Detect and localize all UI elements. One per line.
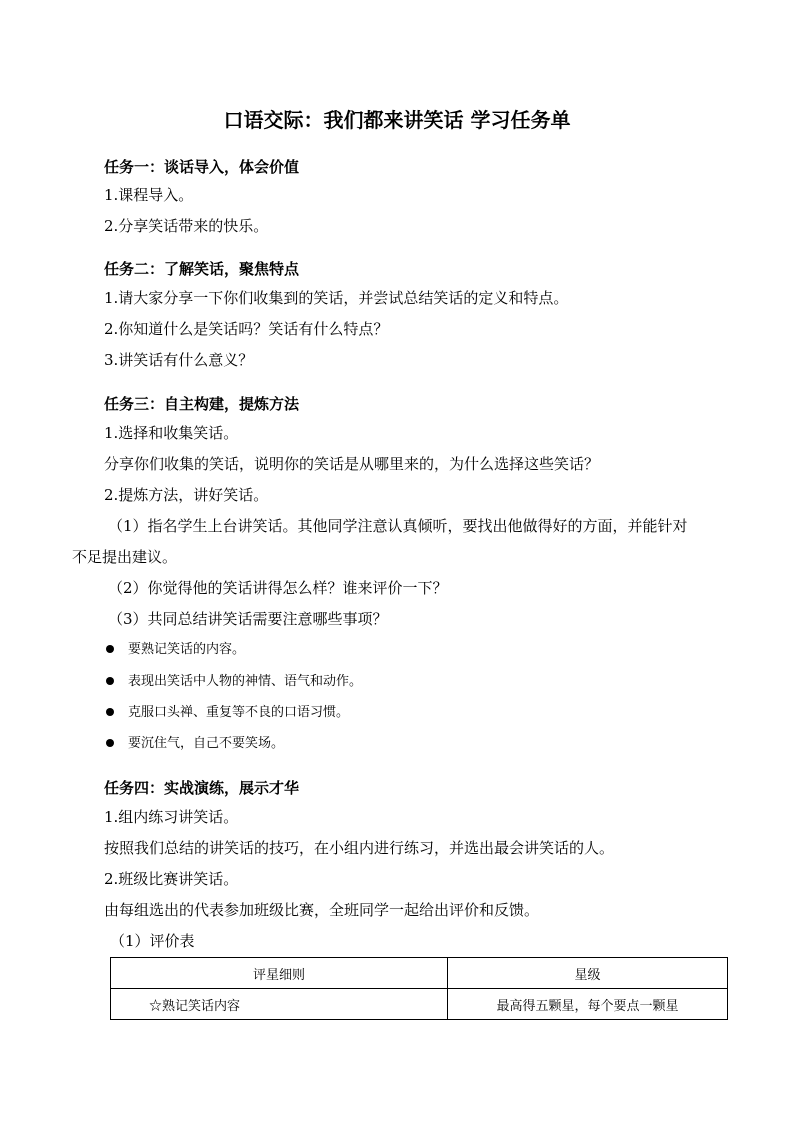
- task2-heading: 任务二：了解笑话，聚焦特点: [104, 260, 300, 278]
- bullet-item: 要熟记笑话的内容。: [106, 640, 245, 660]
- task4-p2: 按照我们总结的讲笑话的技巧，在小组内进行练习，并选出最会讲笑话的人。: [104, 839, 615, 857]
- table-caption: （1）评价表: [110, 932, 195, 950]
- task3-step1-line2: 不足提出建议。: [72, 548, 178, 566]
- task3-p3: 2.提炼方法，讲好笑话。: [104, 486, 269, 504]
- task1-item-2: 2.分享笑话带来的快乐。: [104, 217, 269, 235]
- task4-p4: 由每组选出的代表参加班级比赛，全班同学一起给出评价和反馈。: [104, 901, 540, 919]
- table-cell: ☆熟记笑话内容: [111, 989, 448, 1020]
- task3-p2: 分享你们收集的笑话，说明你的笑话是从哪里来的，为什么选择这些笑话？: [104, 455, 600, 473]
- bullet-icon: [106, 739, 114, 747]
- task1-heading: 任务一：谈话导入，体会价值: [104, 158, 300, 176]
- task3-heading: 任务三：自主构建，提炼方法: [104, 395, 300, 413]
- evaluation-table: [110, 957, 728, 1020]
- table-cell: 最高得五颗星，每个要点一颗星: [448, 989, 728, 1020]
- task2-item-3: 3.讲笑话有什么意义？: [104, 351, 254, 369]
- task4-p3: 2.班级比赛讲笑话。: [104, 870, 239, 888]
- document-title: 口语交际：我们都来讲笑话 学习任务单: [223, 108, 571, 132]
- bullet-icon: [106, 708, 114, 716]
- task3-step3: （3）共同总结讲笑话需要注意哪些事项？: [108, 610, 388, 628]
- bullet-item: 要沉住气，自己不要笑场。: [106, 734, 284, 754]
- table-header-cell: 评星细则: [111, 958, 448, 989]
- bullet-icon: [106, 677, 114, 685]
- bullet-icon: [106, 645, 114, 653]
- task3-p1: 1.选择和收集笑话。: [104, 424, 239, 442]
- task3-step1-line1: （1）指名学生上台讲笑话。其他同学注意认真倾听，要找出他做得好的方面，并能针对: [108, 517, 688, 535]
- task4-heading: 任务四：实战演练，展示才华: [104, 779, 300, 797]
- task1-item-1: 1.课程导入。: [104, 186, 194, 204]
- table-header-cell: 星级: [448, 958, 728, 989]
- bullet-item: 克服口头禅、重复等不良的口语习惯。: [106, 703, 349, 723]
- task3-step2: （2）你觉得他的笑话讲得怎么样？谁来评价一下？: [108, 579, 448, 597]
- table-header-row: [111, 958, 728, 989]
- task2-item-2: 2.你知道什么是笑话吗？笑话有什么特点？: [104, 320, 389, 338]
- bullet-item: 表现出笑话中人物的神情、语气和动作。: [106, 672, 362, 692]
- task2-item-1: 1.请大家分享一下你们收集到的笑话，并尝试总结笑话的定义和特点。: [104, 289, 569, 307]
- table-row: [111, 989, 728, 1020]
- task4-p1: 1.组内练习讲笑话。: [104, 808, 239, 826]
